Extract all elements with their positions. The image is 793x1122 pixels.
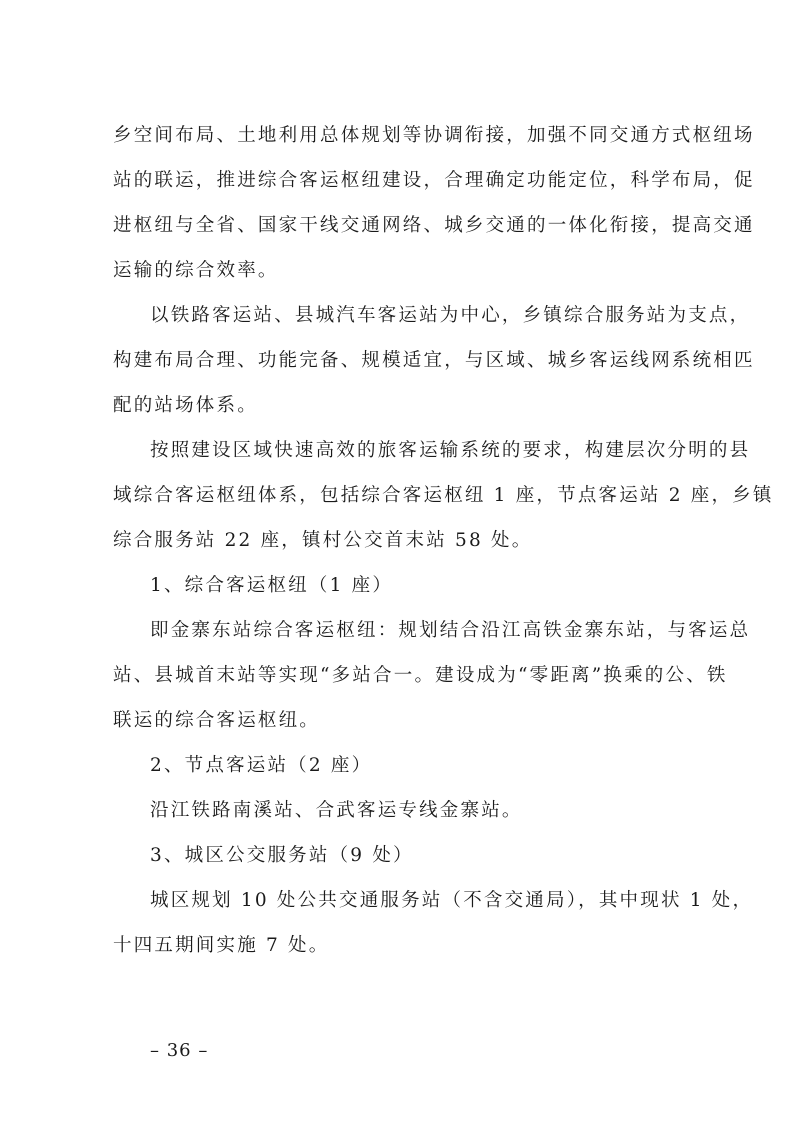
section-heading-3: 3、城区公交服务站（9 处） — [150, 845, 414, 866]
paragraph-line: 以铁路客运站、县城汽车客运站为中心，乡镇综合服务站为支点， — [150, 305, 751, 326]
paragraph-line: 城区规划 10 处公共交通服务站（不含交通局），其中现状 1 处， — [150, 890, 754, 911]
paragraph-line: 按照建设区域快速高效的旅客运输系统的要求，构建层次分明的县 — [150, 440, 751, 461]
paragraph-line: 十四五期间实施 7 处。 — [113, 935, 330, 956]
paragraph-line: 沿江铁路南溪站、合武客运专线金寨站。 — [150, 800, 523, 821]
paragraph-line: 乡空间布局、土地利用总体规划等协调衔接，加强不同交通方式枢纽场 — [113, 125, 755, 146]
paragraph-line: 运输的综合效率。 — [113, 260, 279, 281]
paragraph-line: 构建布局合理、功能完备、规模适宜，与区域、城乡客运线网系统相匹 — [113, 350, 755, 371]
section-heading-1: 1、综合客运枢纽（1 座） — [150, 575, 394, 596]
paragraph-line: 即金寨东站综合客运枢纽：规划结合沿江高铁金寨东站，与客运总 — [150, 620, 751, 641]
paragraph-line: 站、县城首末站等实现“多站合一。建设成为“零距离”换乘的公、铁 — [113, 665, 728, 686]
paragraph-line: 联运的综合客运枢纽。 — [113, 710, 321, 731]
page-number: – 36 – — [150, 1040, 209, 1061]
paragraph-line: 域综合客运枢纽体系，包括综合客运枢纽 1 座，节点客运站 2 座，乡镇 — [113, 485, 774, 506]
paragraph-line: 站的联运，推进综合客运枢纽建设，合理确定功能定位，科学布局，促 — [113, 170, 755, 191]
section-heading-2: 2、节点客运站（2 座） — [150, 755, 373, 776]
paragraph-line: 配的站场体系。 — [113, 395, 258, 416]
paragraph-line: 进枢纽与全省、国家干线交通网络、城乡交通的一体化衔接，提高交通 — [113, 215, 755, 236]
paragraph-line: 综合服务站 22 座，镇村公交首末站 58 处。 — [113, 530, 533, 551]
